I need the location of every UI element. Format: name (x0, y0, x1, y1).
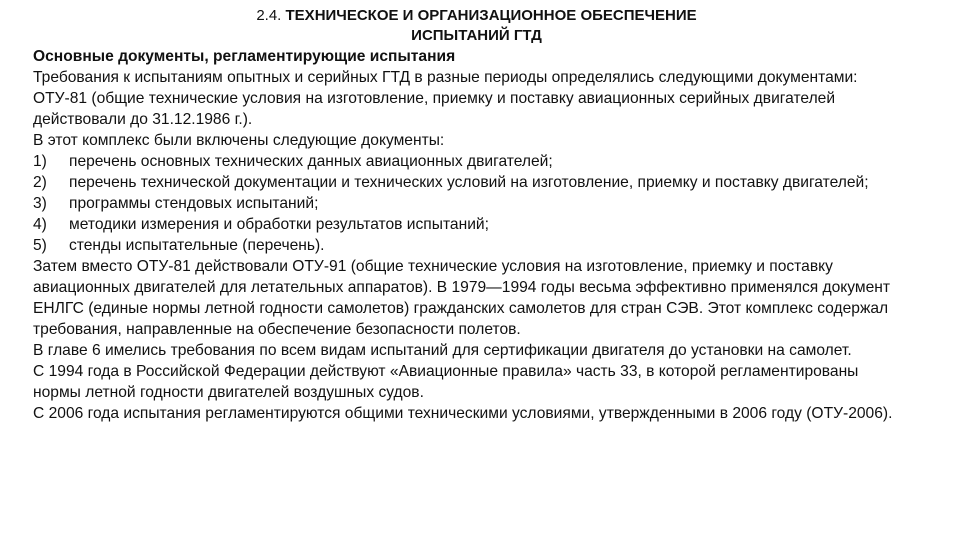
paragraph-2: ОТУ-81 (общие технические условия на изготовление, приемку и поставку авиационных серийных двигателей действовали до 31.12.1986 г.). (33, 90, 836, 128)
paragraph-6: С 1994 года в Российской Федерации действуют «Авиационные правила» часть 33, в которой регламентированы нормы летной годности двигателей воздушных судов. (33, 363, 859, 401)
paragraph-5: В главе 6 имелись требования по всем видам испытаний для сертификации двигателя до установки на самолет. (33, 342, 852, 359)
list-number: 1) (33, 153, 47, 170)
list-number: 2) (33, 174, 47, 191)
title-line-2: ИСПЫТАНИЙ ГТД (411, 27, 542, 44)
list-item (33, 193, 896, 214)
title-text-1: ТЕХНИЧЕСКОЕ И ОРГАНИЗАЦИОННОЕ ОБЕСПЕЧЕНИЕ (285, 7, 697, 24)
list-text: программы стендовых испытаний; (69, 195, 319, 212)
paragraph-3: В этот комплекс были включены следующие документы: (33, 132, 445, 149)
list-item (33, 172, 896, 193)
list-item (33, 235, 896, 256)
document-body (33, 46, 896, 424)
paragraph-4: Затем вместо ОТУ-81 действовали ОТУ-91 (общие технические условия на изготовление, приемку и поставку авиационных двигателей для летательных аппаратов). В 1979—1994 годы весьма эффективно применялся документ ЕНЛГС (единые нормы летной годности самолетов) гражданских самолетов для стран СЭВ. Этот комплекс содержал требования, направленные на обеспечение безопасности полетов. (33, 258, 891, 338)
list-number: 5) (33, 237, 47, 254)
list-number: 3) (33, 195, 47, 212)
subheading: Основные документы, регламентирующие испытания (33, 48, 456, 65)
list-item (33, 214, 896, 235)
section-number: 2.4. (256, 7, 282, 24)
list-number: 4) (33, 216, 47, 233)
list-text: перечень основных технических данных авиационных двигателей; (69, 153, 553, 170)
page-title (33, 6, 896, 46)
list-text: методики измерения и обработки результатов испытаний; (69, 216, 489, 233)
paragraph-7: С 2006 года испытания регламентируются общими техническими условиями, утвержденными в 2006 году (ОТУ-2006). (33, 405, 893, 422)
title-line-1 (57, 6, 896, 26)
list-item (33, 151, 896, 172)
list-text: перечень технической документации и технических условий на изготовление, приемку и поставку двигателей; (69, 174, 869, 191)
list-text: стенды испытательные (перечень). (69, 237, 325, 254)
paragraph-1: Требования к испытаниям опытных и серийных ГТД в разные периоды определялись следующими документами: (33, 69, 858, 86)
